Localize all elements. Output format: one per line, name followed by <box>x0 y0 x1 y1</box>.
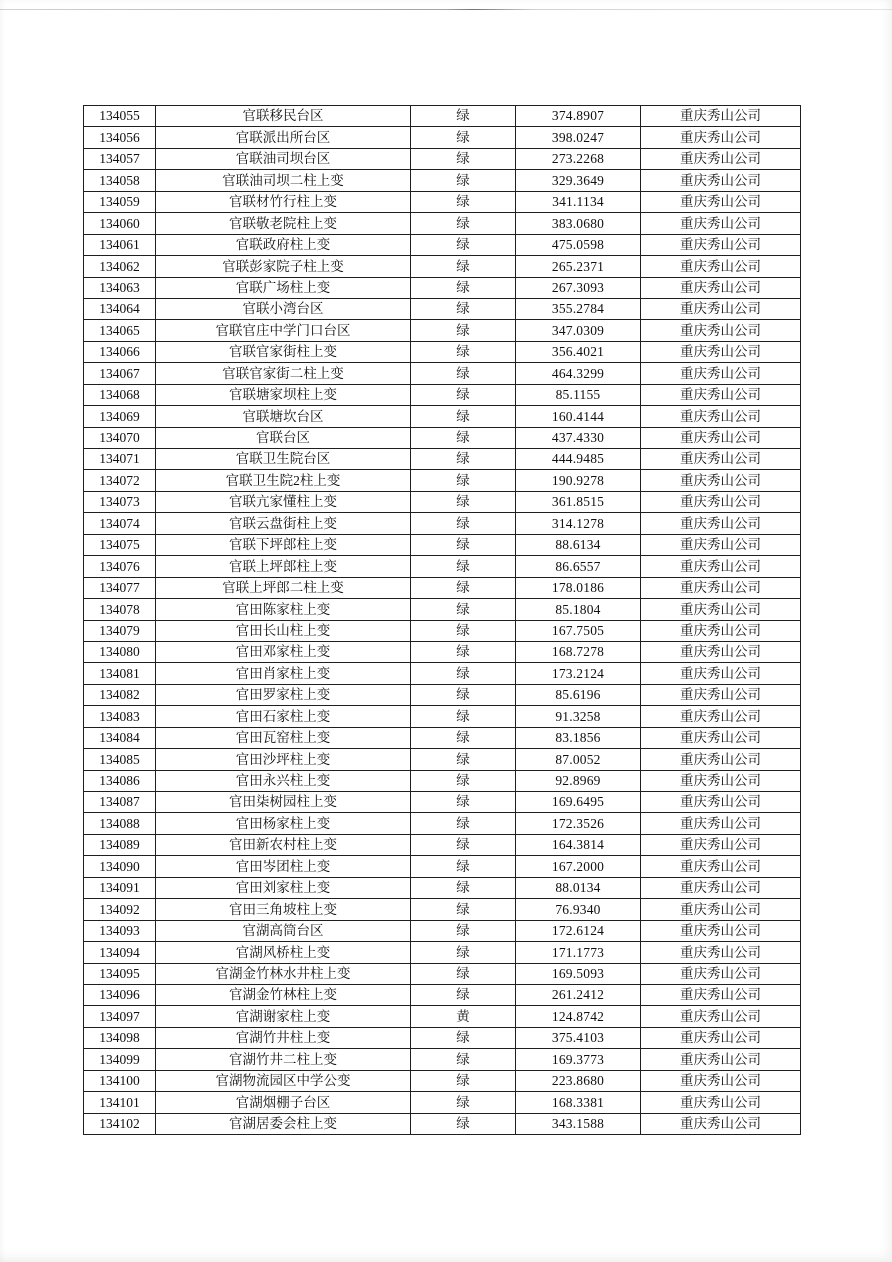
table-row <box>84 170 801 191</box>
cell-company: 重庆秀山公司 <box>641 106 801 127</box>
table-row <box>84 384 801 405</box>
cell-value: 173.2124 <box>516 663 641 684</box>
cell-status: 绿 <box>411 1092 516 1113</box>
cell-id: 134066 <box>84 341 156 362</box>
cell-name: 官联亢家懂柱上变 <box>156 491 411 512</box>
cell-status: 绿 <box>411 641 516 662</box>
cell-id: 134095 <box>84 963 156 984</box>
cell-id: 134062 <box>84 256 156 277</box>
cell-status: 绿 <box>411 770 516 791</box>
cell-value: 169.5093 <box>516 963 641 984</box>
cell-company: 重庆秀山公司 <box>641 1006 801 1027</box>
cell-company: 重庆秀山公司 <box>641 213 801 234</box>
cell-value: 444.9485 <box>516 449 641 470</box>
cell-name: 官湖竹井二柱上变 <box>156 1049 411 1070</box>
cell-name: 官联卫生院2柱上变 <box>156 470 411 491</box>
cell-id: 134090 <box>84 856 156 877</box>
cell-id: 134081 <box>84 663 156 684</box>
cell-status: 绿 <box>411 942 516 963</box>
cell-value: 437.4330 <box>516 427 641 448</box>
cell-status: 绿 <box>411 470 516 491</box>
cell-value: 87.0052 <box>516 749 641 770</box>
table-row <box>84 920 801 941</box>
table-row <box>84 556 801 577</box>
cell-value: 261.2412 <box>516 984 641 1005</box>
cell-status: 绿 <box>411 363 516 384</box>
cell-status: 绿 <box>411 556 516 577</box>
cell-value: 88.6134 <box>516 534 641 555</box>
cell-name: 官田柒树园柱上变 <box>156 792 411 813</box>
cell-value: 265.2371 <box>516 256 641 277</box>
cell-value: 374.8907 <box>516 106 641 127</box>
cell-id: 134084 <box>84 727 156 748</box>
cell-company: 重庆秀山公司 <box>641 170 801 191</box>
cell-status: 绿 <box>411 813 516 834</box>
table-row <box>84 1006 801 1027</box>
cell-name: 官田肖家柱上变 <box>156 663 411 684</box>
cell-company: 重庆秀山公司 <box>641 234 801 255</box>
cell-name: 官联台区 <box>156 427 411 448</box>
table-row <box>84 963 801 984</box>
cell-name: 官湖烟棚子台区 <box>156 1092 411 1113</box>
cell-id: 134093 <box>84 920 156 941</box>
cell-company: 重庆秀山公司 <box>641 877 801 898</box>
cell-id: 134089 <box>84 834 156 855</box>
cell-value: 164.3814 <box>516 834 641 855</box>
cell-status: 黄 <box>411 1006 516 1027</box>
cell-status: 绿 <box>411 406 516 427</box>
cell-status: 绿 <box>411 277 516 298</box>
cell-status: 绿 <box>411 170 516 191</box>
cell-name: 官田刘家柱上变 <box>156 877 411 898</box>
cell-id: 134099 <box>84 1049 156 1070</box>
table-row <box>84 749 801 770</box>
cell-value: 223.8680 <box>516 1070 641 1091</box>
cell-name: 官湖风桥柱上变 <box>156 942 411 963</box>
cell-value: 341.1134 <box>516 191 641 212</box>
cell-id: 134082 <box>84 684 156 705</box>
cell-status: 绿 <box>411 256 516 277</box>
table-row <box>84 1027 801 1048</box>
cell-status: 绿 <box>411 599 516 620</box>
table-row <box>84 899 801 920</box>
cell-company: 重庆秀山公司 <box>641 749 801 770</box>
table-row <box>84 406 801 427</box>
cell-value: 168.3381 <box>516 1092 641 1113</box>
cell-id: 134061 <box>84 234 156 255</box>
cell-name: 官湖谢家柱上变 <box>156 1006 411 1027</box>
cell-name: 官田瓦窑柱上变 <box>156 727 411 748</box>
cell-company: 重庆秀山公司 <box>641 449 801 470</box>
cell-company: 重庆秀山公司 <box>641 127 801 148</box>
cell-value: 88.0134 <box>516 877 641 898</box>
cell-id: 134088 <box>84 813 156 834</box>
table-row <box>84 1113 801 1134</box>
cell-status: 绿 <box>411 1113 516 1134</box>
cell-company: 重庆秀山公司 <box>641 727 801 748</box>
cell-name: 官田岑团柱上变 <box>156 856 411 877</box>
cell-value: 76.9340 <box>516 899 641 920</box>
cell-id: 134100 <box>84 1070 156 1091</box>
cell-value: 172.3526 <box>516 813 641 834</box>
table-row <box>84 127 801 148</box>
cell-status: 绿 <box>411 792 516 813</box>
cell-value: 172.6124 <box>516 920 641 941</box>
cell-name: 官湖居委会柱上变 <box>156 1113 411 1134</box>
cell-status: 绿 <box>411 899 516 920</box>
cell-company: 重庆秀山公司 <box>641 1070 801 1091</box>
cell-id: 134098 <box>84 1027 156 1048</box>
cell-status: 绿 <box>411 298 516 319</box>
cell-id: 134055 <box>84 106 156 127</box>
table-row <box>84 320 801 341</box>
cell-value: 314.1278 <box>516 513 641 534</box>
table-row <box>84 834 801 855</box>
cell-company: 重庆秀山公司 <box>641 256 801 277</box>
cell-id: 134085 <box>84 749 156 770</box>
cell-status: 绿 <box>411 1027 516 1048</box>
table-row <box>84 191 801 212</box>
cell-name: 官田陈家柱上变 <box>156 599 411 620</box>
cell-value: 168.7278 <box>516 641 641 662</box>
cell-company: 重庆秀山公司 <box>641 1049 801 1070</box>
cell-id: 134077 <box>84 577 156 598</box>
cell-id: 134092 <box>84 899 156 920</box>
cell-id: 134094 <box>84 942 156 963</box>
cell-id: 134074 <box>84 513 156 534</box>
table-row <box>84 641 801 662</box>
cell-status: 绿 <box>411 213 516 234</box>
cell-status: 绿 <box>411 920 516 941</box>
cell-name: 官联上坪郎二柱上变 <box>156 577 411 598</box>
cell-value: 169.3773 <box>516 1049 641 1070</box>
table-row <box>84 427 801 448</box>
table-row <box>84 813 801 834</box>
cell-value: 167.7505 <box>516 620 641 641</box>
cell-name: 官联油司坝二柱上变 <box>156 170 411 191</box>
cell-id: 134072 <box>84 470 156 491</box>
cell-company: 重庆秀山公司 <box>641 556 801 577</box>
cell-id: 134079 <box>84 620 156 641</box>
cell-status: 绿 <box>411 577 516 598</box>
cell-status: 绿 <box>411 984 516 1005</box>
cell-id: 134057 <box>84 148 156 169</box>
cell-company: 重庆秀山公司 <box>641 706 801 727</box>
cell-company: 重庆秀山公司 <box>641 341 801 362</box>
table-row <box>84 277 801 298</box>
cell-name: 官田三角坡柱上变 <box>156 899 411 920</box>
cell-status: 绿 <box>411 106 516 127</box>
cell-name: 官联政府柱上变 <box>156 234 411 255</box>
cell-value: 343.1588 <box>516 1113 641 1134</box>
table-row <box>84 106 801 127</box>
cell-status: 绿 <box>411 749 516 770</box>
cell-status: 绿 <box>411 320 516 341</box>
cell-company: 重庆秀山公司 <box>641 663 801 684</box>
cell-name: 官田永兴柱上变 <box>156 770 411 791</box>
cell-id: 134096 <box>84 984 156 1005</box>
table-row <box>84 1070 801 1091</box>
cell-value: 169.6495 <box>516 792 641 813</box>
table-row <box>84 770 801 791</box>
cell-name: 官联派出所台区 <box>156 127 411 148</box>
cell-name: 官联下坪郎柱上变 <box>156 534 411 555</box>
table-row <box>84 620 801 641</box>
cell-status: 绿 <box>411 877 516 898</box>
cell-status: 绿 <box>411 663 516 684</box>
cell-value: 464.3299 <box>516 363 641 384</box>
table-row <box>84 727 801 748</box>
cell-value: 124.8742 <box>516 1006 641 1027</box>
cell-company: 重庆秀山公司 <box>641 491 801 512</box>
cell-status: 绿 <box>411 856 516 877</box>
table-row <box>84 984 801 1005</box>
cell-status: 绿 <box>411 834 516 855</box>
table-row <box>84 663 801 684</box>
table-row <box>84 856 801 877</box>
cell-company: 重庆秀山公司 <box>641 599 801 620</box>
cell-status: 绿 <box>411 234 516 255</box>
cell-value: 178.0186 <box>516 577 641 598</box>
cell-company: 重庆秀山公司 <box>641 641 801 662</box>
cell-company: 重庆秀山公司 <box>641 984 801 1005</box>
cell-company: 重庆秀山公司 <box>641 427 801 448</box>
table-row <box>84 534 801 555</box>
cell-name: 官联广场柱上变 <box>156 277 411 298</box>
cell-value: 92.8969 <box>516 770 641 791</box>
cell-status: 绿 <box>411 513 516 534</box>
table-row <box>84 234 801 255</box>
cell-id: 134087 <box>84 792 156 813</box>
cell-status: 绿 <box>411 963 516 984</box>
cell-name: 官联敬老院柱上变 <box>156 213 411 234</box>
table-row <box>84 213 801 234</box>
cell-value: 355.2784 <box>516 298 641 319</box>
table-row <box>84 148 801 169</box>
cell-name: 官田罗家柱上变 <box>156 684 411 705</box>
cell-company: 重庆秀山公司 <box>641 899 801 920</box>
cell-company: 重庆秀山公司 <box>641 534 801 555</box>
cell-name: 官联移民台区 <box>156 106 411 127</box>
cell-company: 重庆秀山公司 <box>641 1027 801 1048</box>
cell-value: 273.2268 <box>516 148 641 169</box>
cell-name: 官联小湾台区 <box>156 298 411 319</box>
cell-name: 官田长山柱上变 <box>156 620 411 641</box>
cell-name: 官联油司坝台区 <box>156 148 411 169</box>
cell-status: 绿 <box>411 684 516 705</box>
cell-company: 重庆秀山公司 <box>641 363 801 384</box>
cell-status: 绿 <box>411 534 516 555</box>
cell-value: 85.1155 <box>516 384 641 405</box>
cell-name: 官田邓家柱上变 <box>156 641 411 662</box>
cell-status: 绿 <box>411 341 516 362</box>
table-row <box>84 1092 801 1113</box>
cell-id: 134097 <box>84 1006 156 1027</box>
table-row <box>84 942 801 963</box>
table-row <box>84 684 801 705</box>
cell-value: 86.6557 <box>516 556 641 577</box>
cell-status: 绿 <box>411 1070 516 1091</box>
cell-name: 官田新农村柱上变 <box>156 834 411 855</box>
cell-company: 重庆秀山公司 <box>641 834 801 855</box>
table-body <box>84 106 801 1135</box>
cell-id: 134064 <box>84 298 156 319</box>
cell-name: 官田沙坪柱上变 <box>156 749 411 770</box>
cell-name: 官联官家街二柱上变 <box>156 363 411 384</box>
cell-value: 171.1773 <box>516 942 641 963</box>
table-row <box>84 449 801 470</box>
table-row <box>84 1049 801 1070</box>
cell-value: 398.0247 <box>516 127 641 148</box>
cell-id: 134080 <box>84 641 156 662</box>
cell-name: 官湖竹井柱上变 <box>156 1027 411 1048</box>
cell-id: 134065 <box>84 320 156 341</box>
table-row <box>84 706 801 727</box>
cell-id: 134091 <box>84 877 156 898</box>
cell-id: 134069 <box>84 406 156 427</box>
cell-status: 绿 <box>411 191 516 212</box>
table-row <box>84 792 801 813</box>
cell-name: 官田杨家柱上变 <box>156 813 411 834</box>
cell-id: 134071 <box>84 449 156 470</box>
cell-value: 475.0598 <box>516 234 641 255</box>
table-row <box>84 577 801 598</box>
cell-status: 绿 <box>411 620 516 641</box>
cell-id: 134060 <box>84 213 156 234</box>
cell-status: 绿 <box>411 449 516 470</box>
cell-name: 官联云盘街柱上变 <box>156 513 411 534</box>
cell-status: 绿 <box>411 427 516 448</box>
cell-company: 重庆秀山公司 <box>641 577 801 598</box>
cell-company: 重庆秀山公司 <box>641 384 801 405</box>
cell-value: 160.4144 <box>516 406 641 427</box>
cell-status: 绿 <box>411 727 516 748</box>
cell-name: 官联上坪郎柱上变 <box>156 556 411 577</box>
cell-status: 绿 <box>411 491 516 512</box>
cell-company: 重庆秀山公司 <box>641 298 801 319</box>
cell-name: 官湖物流园区中学公变 <box>156 1070 411 1091</box>
cell-value: 361.8515 <box>516 491 641 512</box>
cell-company: 重庆秀山公司 <box>641 1113 801 1134</box>
cell-name: 官田石家柱上变 <box>156 706 411 727</box>
cell-id: 134101 <box>84 1092 156 1113</box>
cell-company: 重庆秀山公司 <box>641 942 801 963</box>
cell-id: 134073 <box>84 491 156 512</box>
cell-id: 134083 <box>84 706 156 727</box>
cell-name: 官湖金竹林水井柱上变 <box>156 963 411 984</box>
cell-name: 官联官庄中学门口台区 <box>156 320 411 341</box>
cell-name: 官联官家街柱上变 <box>156 341 411 362</box>
table-row <box>84 513 801 534</box>
cell-id: 134063 <box>84 277 156 298</box>
table-row <box>84 491 801 512</box>
cell-value: 383.0680 <box>516 213 641 234</box>
cell-value: 83.1856 <box>516 727 641 748</box>
table-row <box>84 599 801 620</box>
cell-value: 190.9278 <box>516 470 641 491</box>
cell-id: 134059 <box>84 191 156 212</box>
cell-company: 重庆秀山公司 <box>641 856 801 877</box>
cell-company: 重庆秀山公司 <box>641 1092 801 1113</box>
cell-company: 重庆秀山公司 <box>641 792 801 813</box>
cell-id: 134075 <box>84 534 156 555</box>
cell-company: 重庆秀山公司 <box>641 191 801 212</box>
cell-value: 329.3649 <box>516 170 641 191</box>
cell-company: 重庆秀山公司 <box>641 470 801 491</box>
cell-value: 91.3258 <box>516 706 641 727</box>
cell-name: 官联卫生院台区 <box>156 449 411 470</box>
table-row <box>84 877 801 898</box>
cell-company: 重庆秀山公司 <box>641 813 801 834</box>
cell-value: 356.4021 <box>516 341 641 362</box>
cell-status: 绿 <box>411 148 516 169</box>
table-row <box>84 256 801 277</box>
cell-id: 134067 <box>84 363 156 384</box>
cell-id: 134056 <box>84 127 156 148</box>
cell-id: 134086 <box>84 770 156 791</box>
cell-company: 重庆秀山公司 <box>641 620 801 641</box>
cell-value: 267.3093 <box>516 277 641 298</box>
cell-name: 官联塘坎台区 <box>156 406 411 427</box>
cell-name: 官联材竹行柱上变 <box>156 191 411 212</box>
table-row <box>84 341 801 362</box>
cell-value: 85.6196 <box>516 684 641 705</box>
cell-company: 重庆秀山公司 <box>641 684 801 705</box>
cell-name: 官湖金竹林柱上变 <box>156 984 411 1005</box>
cell-company: 重庆秀山公司 <box>641 148 801 169</box>
cell-company: 重庆秀山公司 <box>641 277 801 298</box>
cell-value: 375.4103 <box>516 1027 641 1048</box>
station-data-table <box>83 105 801 1135</box>
cell-id: 134070 <box>84 427 156 448</box>
cell-company: 重庆秀山公司 <box>641 513 801 534</box>
cell-value: 347.0309 <box>516 320 641 341</box>
cell-company: 重庆秀山公司 <box>641 320 801 341</box>
cell-company: 重庆秀山公司 <box>641 920 801 941</box>
cell-id: 134102 <box>84 1113 156 1134</box>
cell-status: 绿 <box>411 1049 516 1070</box>
cell-company: 重庆秀山公司 <box>641 770 801 791</box>
cell-status: 绿 <box>411 384 516 405</box>
cell-company: 重庆秀山公司 <box>641 406 801 427</box>
cell-id: 134058 <box>84 170 156 191</box>
cell-name: 官联塘家坝柱上变 <box>156 384 411 405</box>
cell-value: 167.2000 <box>516 856 641 877</box>
cell-status: 绿 <box>411 706 516 727</box>
table-row <box>84 470 801 491</box>
table-row <box>84 363 801 384</box>
cell-company: 重庆秀山公司 <box>641 963 801 984</box>
cell-id: 134076 <box>84 556 156 577</box>
cell-name: 官湖高筒台区 <box>156 920 411 941</box>
cell-name: 官联彭家院子柱上变 <box>156 256 411 277</box>
cell-value: 85.1804 <box>516 599 641 620</box>
table-row <box>84 298 801 319</box>
scan-artifact-line <box>0 9 892 10</box>
cell-id: 134078 <box>84 599 156 620</box>
cell-status: 绿 <box>411 127 516 148</box>
cell-id: 134068 <box>84 384 156 405</box>
